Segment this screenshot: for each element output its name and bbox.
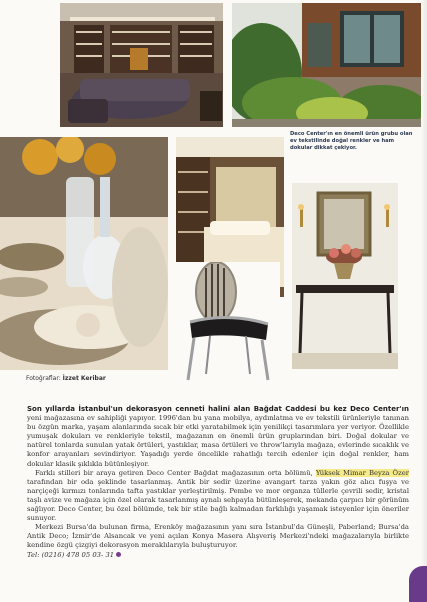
end-mark-icon [116, 552, 121, 557]
photo-credit [26, 375, 106, 382]
photo-table-setting [0, 137, 168, 370]
photo-caption: Deco Center'ın en önemli ürün grubu olan ev tekstilinde doğal renkler ve ham dokular dikkat çekiyor. [290, 131, 413, 151]
article-paragraph-2 [27, 469, 409, 524]
article-contact [27, 551, 409, 560]
article-paragraph-3 [27, 523, 409, 550]
article-body [27, 405, 409, 560]
article-p3-text: Merkezi Bursa'da bulunan firma, Erenköy mağazasının yanı sıra İstanbul'da Güneşli, Paberland; Bursa'da Antik Deco; İzmir'de Alsancak ve yeni açılan Konya Masera Alışveriş Merkezi'ndeki mağazalarıyla birlikte kendine özgü çizgiyi dekorasyon meraklılarıyla buluşturuyor. [27, 523, 409, 550]
article-lead: Son yıllarda İstanbul'un dekorasyon cenneti halini alan Bağdat Caddesi bu kez Deco Center'ın [27, 405, 409, 413]
page-edge-shadow [421, 0, 427, 592]
photo-credit-label: Fotoğraflar: [26, 375, 61, 382]
article-p1-text: yeni mağazasına ev sahipliği yapıyor. 1996'dan bu yana mobilya, aydınlatma ve ev tekstili ürünleriyle tanınan bu özgün marka, yaşam alanlarında sıcak bir etki yaratabilmek için yenilikçi tasarımlara yer veriyor. Özellikle yumuşak dokuları ve renkleriyle tekstil, mağazanın en önemli ürün gruplarından biri. Doğal dokular ve natürel tonlarda sunulan yatak örtüleri, yastıklar, masa örtüleri ve throw'larıyla mağaza, evlerinde sıcaklık ve konfor arayanları sevindiriyor. Yaşadığı yerde öncelikle rahatlığı tercih edenler için doğal renkler, ham dokular klasik şıklıkla bütünleşiyor. [27, 414, 409, 468]
article-p2-after: tarafından bir oda şeklinde tasarlanmış. Antik bir sedir üzerine avangart tarza yakın göz alıcı fuşya ve narçiçeği kırmızı tonlarında tafta yastıklar yerleştirilmiş. Pembe ve mor organza tüllerle çevrili sedir, kristal taşlı avize ve mağaza için özel olarak tasarlanmış aynalı sehpayla bütünleşerek, mekanda çarpıcı bir görünüm sağlıyor. Deco Center, bu özel bölümde, tek bir stile bağlı kalmadan farklılığı yaşamak isteyenler için öneriler sunuyor. [27, 477, 409, 523]
article-p2-before: Farklı stilleri bir araya getiren Deco Center Bağdat mağazasının orta bölümü, [35, 468, 313, 477]
photo-living-room [60, 3, 223, 127]
photo-credit-name: İzzet Keribar [62, 375, 106, 382]
photo-console-mirror [292, 183, 398, 369]
photo-building-plants [232, 3, 421, 127]
article-paragraph-1 [27, 405, 409, 469]
highlighted-architect-name: Yüksek Mimar Beyza Özer [315, 468, 409, 477]
photo-chair [176, 262, 280, 384]
corner-tab-icon [409, 566, 427, 602]
phone-number: Tel: (0216) 478 05 03- 31 [27, 550, 115, 559]
